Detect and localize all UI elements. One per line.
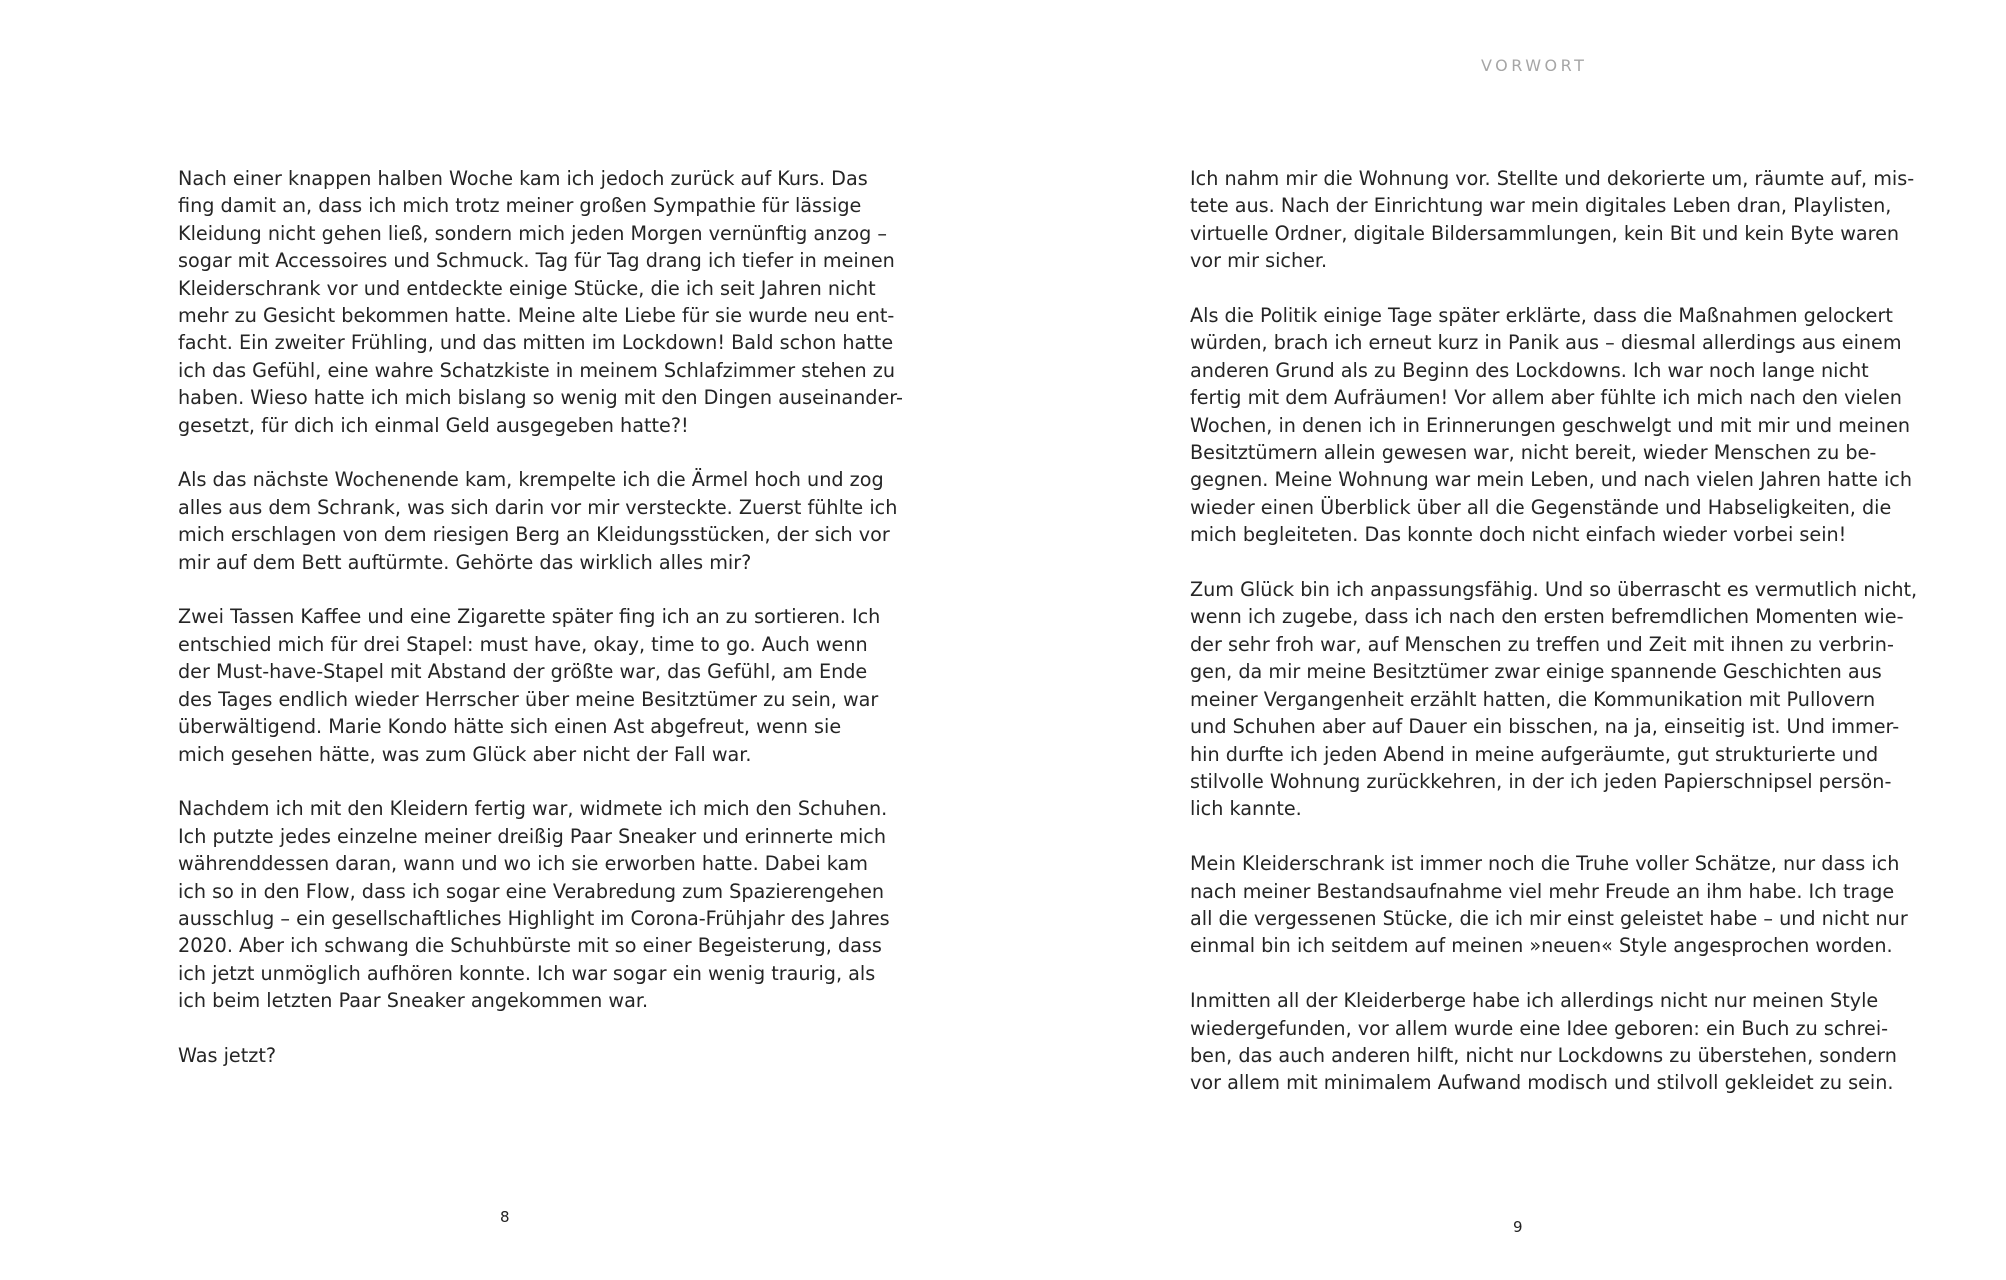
text-line: Inmitten all der Kleiderberge habe ich allerdings nicht nur meinen Style [1190,989,1879,1013]
text-line: fertig mit dem Aufräumen! Vor allem aber fühlte ich mich nach den vielen [1190,386,1902,410]
text-line: meiner Vergangenheit erzählt hatten, die Kommunikation mit Pullovern [1190,687,1876,711]
text-line: all die vergessenen Stücke, die ich mir einst geleistet habe – und nicht nur [1190,906,1908,930]
text-line: Kleidung nicht gehen ließ, sondern mich jeden Morgen vernünftig anzog – [178,221,887,245]
running-head: VORWORT [1481,56,1588,75]
text-line: des Tages endlich wieder Herrscher über meine Besitztümer zu sein, war [178,687,879,711]
text-line: Nach einer knappen halben Woche kam ich jedoch zurück auf Kurs. Das [178,167,868,190]
text-line: Zum Glück bin ich anpassungsfähig. Und so überrascht es vermutlich nicht, [1190,578,1918,602]
paragraph [1190,850,1908,960]
text-line: gesetzt, für dich ich einmal Geld ausgegeben hatte?! [178,413,689,437]
text-line: Was jetzt? [178,1043,277,1067]
text-line: mir auf dem Bett auftürmte. Gehörte das wirklich alles mir? [178,550,752,574]
paragraph [178,466,898,576]
text-line: haben. Wieso hatte ich mich bislang so wenig mit den Dingen auseinander- [178,386,903,410]
text-line: facht. Ein zweiter Frühling, und das mitten im Lockdown! Bald schon hatte [178,331,894,355]
text-line: anderen Grund als zu Beginn des Lockdowns. Ich war noch lange nicht [1190,358,1869,382]
text-line: mich gesehen hätte, was zum Glück aber nicht der Fall war. [178,742,752,766]
text-line: Mein Kleiderschrank ist immer noch die Truhe voller Schätze, nur dass ich [1190,852,1900,876]
text-line: Besitztümern allein gewesen war, nicht bereit, wieder Menschen zu be- [1190,441,1877,465]
text-line: Nachdem ich mit den Kleidern fertig war, widmete ich mich den Schuhen. [178,797,888,821]
text-line: tete aus. Nach der Einrichtung war mein digitales Leben dran, Playlisten, [1190,194,1892,218]
paragraph [178,603,881,767]
text-line: ben, das auch anderen hilft, nicht nur Lockdowns zu überstehen, sondern [1190,1043,1897,1067]
text-line: gegnen. Meine Wohnung war mein Leben, und nach vielen Jahren hatte ich [1190,468,1913,492]
text-line: mich begleiteten. Das konnte doch nicht einfach wieder vorbei sein! [1190,523,1847,547]
text-line: Ich nahm mir die Wohnung vor. Stellte und dekorierte um, räumte auf, mis- [1190,167,1915,190]
text-line: wiedergefunden, vor allem wurde eine Idee geboren: ein Buch zu schrei- [1190,1016,1889,1040]
text-line: nach meiner Bestandsaufnahme viel mehr Freude an ihm habe. Ich trage [1190,879,1895,903]
text-line: wieder einen Überblick über all die Gegenstände und Habseligkeiten, die [1190,495,1892,519]
paragraph [1190,302,1913,549]
text-line: ausschlug – ein gesellschaftliches Highlight im Corona-Frühjahr des Jahres [178,906,890,930]
text-line: ich so in den Flow, dass ich sogar eine Verabredung zum Spazierengehen [178,879,885,903]
text-line: Ich putzte jedes einzelne meiner dreißig Paar Sneaker und erinnerte mich [178,824,887,848]
text-line: Wochen, in denen ich in Erinnerungen geschwelgt und mit mir und meinen [1190,413,1911,437]
text-line: hin durfte ich jeden Abend in meine aufgeräumte, gut strukturierte und [1190,742,1879,766]
text-line: vor allem mit minimalem Aufwand modisch und stilvoll gekleidet zu sein. [1190,1071,1894,1095]
right-page-body [1190,165,1918,1124]
text-line: der sehr froh war, auf Menschen zu treffen und Zeit mit ihnen zu verbrin- [1190,632,1894,656]
text-line: entschied mich für drei Stapel: must have, okay, time to go. Auch wenn [178,632,868,656]
text-line: währenddessen daran, wann und wo ich sie erworben hatte. Dabei kam [178,852,868,876]
paragraph [178,165,903,439]
text-line: wenn ich zugebe, dass ich nach den ersten befremdlichen Momenten wie- [1190,605,1904,629]
paragraph [178,1042,853,1069]
text-line: fing damit an, dass ich mich trotz meiner großen Sympathie für lässige [178,194,862,218]
right-page [1003,0,2006,1280]
left-page-body [178,165,903,1097]
text-line: mich erschlagen von dem riesigen Berg an Kleidungsstücken, der sich vor [178,523,890,547]
text-line: einmal bin ich seitdem auf meinen »neuen« Style angesprochen worden. [1190,934,1893,958]
page-number-right: 9 [1513,1218,1523,1236]
paragraph [1190,987,1897,1097]
text-line: alles aus dem Schrank, was sich darin vor mir versteckte. Zuerst fühlte ich [178,495,898,519]
text-line: sogar mit Accessoires und Schmuck. Tag für Tag drang ich tiefer in meinen [178,249,895,273]
text-line: lich kannte. [1190,797,1302,821]
paragraph [1190,165,1915,275]
text-line: stilvolle Wohnung zurückkehren, in der ich jeden Papierschnipsel persön- [1190,769,1892,793]
text-line: gen, da mir meine Besitztümer zwar einige spannende Geschichten aus [1190,660,1882,684]
text-line: ich beim letzten Paar Sneaker angekommen war. [178,989,649,1013]
text-line: Als die Politik einige Tage später erklärte, dass die Maßnahmen gelockert [1190,304,1893,328]
paragraph [1190,576,1918,823]
text-line: der Must-have-Stapel mit Abstand der größte war, das Gefühl, am Ende [178,660,868,684]
text-line: mehr zu Gesicht bekommen hatte. Meine alte Liebe für sie wurde neu ent- [178,304,895,328]
text-line: vor mir sicher. [1190,249,1328,273]
text-line: und Schuhen aber auf Dauer ein bisschen, na ja, einseitig ist. Und immer- [1190,715,1900,739]
text-line: Zwei Tassen Kaffee und eine Zigarette später fing ich an zu sortieren. Ich [178,605,881,629]
text-line: virtuelle Ordner, digitale Bildersammlungen, kein Bit und kein Byte waren [1190,221,1900,245]
text-line: 2020. Aber ich schwang die Schuhbürste mit so einer Begeisterung, dass [178,934,882,958]
text-line: ich jetzt unmöglich aufhören konnte. Ich war sogar ein wenig traurig, als [178,961,876,985]
text-line: überwältigend. Marie Kondo hätte sich einen Ast abgefreut, wenn sie [178,715,842,739]
text-line: ich das Gefühl, eine wahre Schatzkiste in meinem Schlafzimmer stehen zu [178,358,896,382]
text-line: Als das nächste Wochenende kam, krempelte ich die Ärmel hoch und zog [178,468,884,492]
text-line: würden, brach ich erneut kurz in Panik aus – diesmal allerdings aus einem [1190,331,1902,355]
paragraph [178,795,890,1014]
text-line: Kleiderschrank vor und entdeckte einige Stücke, die ich seit Jahren nicht [178,276,876,300]
page-number-left: 8 [500,1208,510,1226]
